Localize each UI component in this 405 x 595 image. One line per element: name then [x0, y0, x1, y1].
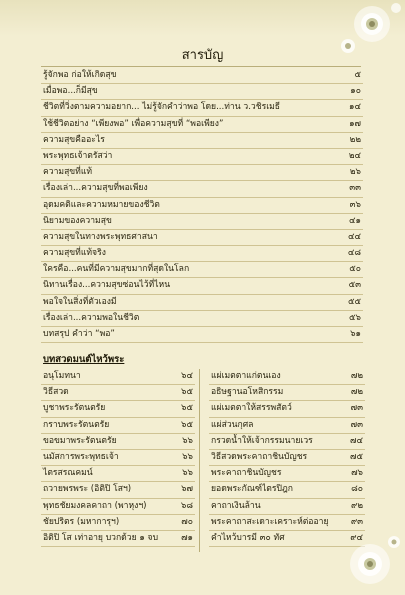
toc-entry: [41, 515, 195, 531]
entry-title: พระคาถาชินบัญชร: [211, 468, 282, 479]
entry-title: นิทานเรื่อง...ความสุขซ่อนไว้ที่ไหน: [43, 280, 171, 291]
entry-page-number: ๑๗: [349, 118, 361, 129]
entry-title: อนุโมทนา: [43, 371, 81, 381]
entry-title: รู้จักพอ ก่อให้เกิดสุข: [43, 70, 117, 80]
toc-entry: [41, 84, 363, 100]
toc-entry: [209, 434, 365, 450]
entry-page-number: ๓๖: [349, 199, 361, 210]
entry-page-number: ๗๔: [350, 435, 363, 446]
toc-entry: [41, 214, 363, 230]
section-title: บทสวดมนต์ไหว้พระ: [43, 354, 125, 365]
flower-decoration-icon: [340, 528, 404, 592]
entry-page-number: ๗๒: [350, 371, 363, 381]
entry-page-number: ๕๕: [347, 296, 361, 307]
entry-page-number: ๔๔: [347, 231, 361, 242]
entry-title: บทสรุป คำว่า “พอ”: [43, 329, 115, 339]
toc-entry: [41, 531, 195, 547]
toc-entry: [41, 117, 363, 133]
entry-title: แผ่เมตตาให้สรรพสัตว์: [211, 403, 292, 414]
entry-title: ความสุขคืออะไร: [43, 134, 105, 145]
entry-page-number: ๖๖: [182, 435, 193, 446]
entry-title: คาถาเงินล้าน: [211, 500, 261, 511]
entry-page-number: ๔๑: [349, 215, 361, 226]
entry-page-number: ๗๐: [181, 516, 193, 527]
entry-title: วิธีสวดพระคาถาชินบัญชร: [211, 451, 308, 462]
toc-entry: [41, 100, 363, 116]
toc-entry: [41, 230, 363, 246]
entry-title: ยอดพระกัณฑ์ไตรปิฎก: [211, 484, 293, 495]
entry-page-number: ๖๕: [181, 387, 193, 398]
entry-title: เมื่อพอ...ก็มีสุข: [43, 86, 98, 97]
entry-title: ความสุขที่แท้จริง: [43, 248, 106, 259]
entry-page-number: ๗๒: [350, 387, 363, 398]
entry-title: เรื่องเล่า...ความพอในชีวิต: [43, 312, 140, 323]
entry-page-number: ๖๕: [181, 403, 193, 414]
toc-entry: [209, 450, 365, 466]
entry-title: กราบพระรัตนตรัย: [43, 419, 110, 430]
prayer-list-left: [41, 369, 195, 547]
toc-entry: [209, 466, 365, 482]
entry-page-number: ๒๖: [349, 167, 361, 178]
toc-entry: [209, 401, 365, 417]
entry-title: ใช้ชีวิตอย่าง “เพียงพอ” เพื่อความสุขที่ “พอเพียง”: [43, 118, 224, 129]
entry-title: อุดมคติและความหมายของชีวิต: [43, 199, 160, 210]
toc-entry: [41, 262, 363, 278]
entry-title: อธิษฐานอโหสิกรรม: [211, 387, 284, 398]
entry-title: นิยามของความสุข: [43, 215, 112, 226]
entry-page-number: ๗๑: [181, 532, 193, 543]
toc-entry: [41, 181, 363, 197]
entry-page-number: ๑๔: [349, 102, 361, 113]
toc-entry: [41, 450, 195, 466]
column-divider: [199, 369, 200, 552]
entry-page-number: ๕๓: [348, 280, 361, 291]
entry-title: นมัสการพระพุทธเจ้า: [43, 451, 119, 462]
entry-title: แผ่เมตตาแก่ตนเอง: [211, 371, 281, 381]
entry-page-number: ๙๓: [350, 516, 363, 527]
toc-entry: [41, 246, 363, 262]
entry-title: พอใจในสิ่งที่ตัวเองมี: [43, 296, 117, 307]
entry-page-number: ๒๔: [348, 150, 361, 161]
toc-entry: [41, 311, 363, 327]
entry-page-number: ๖๖: [182, 468, 193, 479]
toc-entry: [41, 68, 363, 84]
entry-title: ใครคือ...คนที่มีความสุขมากที่สุดในโลก: [43, 264, 190, 275]
entry-title: วิธีสวด: [43, 387, 69, 398]
entry-title: ความสุขในทางพระพุทธศาสนา: [43, 231, 158, 242]
toc-entry: [209, 369, 365, 385]
entry-page-number: ๙๒: [351, 500, 363, 511]
prayer-list-right: [209, 369, 365, 547]
page-title: สารบัญ: [181, 48, 224, 63]
toc-entry: [41, 385, 195, 401]
entry-page-number: ๕๐: [349, 264, 361, 275]
entry-title: ถวายพรพระ (อิติปิ โสฯ): [43, 484, 132, 495]
entry-page-number: ๖๖: [182, 451, 193, 462]
entry-page-number: ๖๔: [181, 371, 193, 381]
toc-list: [41, 68, 363, 343]
toc-entry: [209, 482, 365, 498]
entry-page-number: ๖๕: [181, 419, 193, 430]
toc-entry: [41, 499, 195, 515]
toc-entry: [41, 401, 195, 417]
toc-entry: [41, 482, 195, 498]
entry-title: พระพุทธเจ้าตรัสว่า: [43, 150, 113, 161]
entry-page-number: ๗๓: [350, 419, 363, 430]
entry-title: กรวดน้ำให้เจ้ากรรมนายเวร: [211, 435, 313, 446]
toc-entry: [209, 499, 365, 515]
entry-page-number: ๖๑: [350, 329, 361, 339]
entry-page-number: ๗๖: [351, 468, 363, 479]
entry-page-number: ๗๓: [350, 403, 363, 414]
toc-entry: [41, 418, 195, 434]
toc-entry: [209, 385, 365, 401]
entry-title: ชีวิตที่วิ่งตามความอยาก... ไม่รู้จักคำว่าพอ โดย...ท่าน ว.วชิรเมธี: [43, 102, 281, 113]
entry-page-number: ๘๐: [351, 484, 363, 495]
entry-title: ความสุขที่แท้: [43, 167, 93, 178]
entry-page-number: ๕๖: [349, 312, 361, 323]
toc-entry: [41, 466, 195, 482]
entry-page-number: ๓๓: [349, 183, 361, 194]
entry-title: เรื่องเล่า...ความสุขที่พอเพียง: [43, 183, 148, 194]
entry-page-number: ๕: [354, 70, 361, 80]
toc-entry: [41, 133, 363, 149]
toc-entry: [41, 149, 363, 165]
toc-entry: [209, 418, 365, 434]
entry-title: ไตรสรณคมน์: [43, 468, 93, 479]
entry-page-number: ๔๘: [347, 248, 361, 259]
entry-page-number: ๖๘: [180, 500, 193, 511]
entry-title: ชัยปริตร (มหาการุฯ): [43, 516, 120, 527]
toc-entry: [41, 327, 363, 343]
toc-entry: [41, 278, 363, 294]
entry-page-number: ๖๗: [181, 484, 193, 495]
toc-entry: [41, 434, 195, 450]
toc-entry: [41, 369, 195, 385]
entry-title: พระคาถาสะเดาะเคราะห์ต่ออายุ: [211, 516, 329, 527]
entry-page-number: ๒๒: [349, 134, 361, 145]
entry-page-number: ๗๕: [350, 451, 363, 462]
entry-title: แผ่ส่วนกุศล: [211, 419, 254, 430]
entry-page-number: ๙๔: [350, 532, 363, 543]
entry-title: อิติปิ โส เท่าอายุ บวกด้วย ๑ จบ: [43, 532, 159, 543]
entry-title: ขอขมาพระรัตนตรัย: [43, 435, 117, 446]
title-divider: [41, 66, 361, 67]
entry-title: คำไหว้บารมี ๓๐ ทัศ: [211, 532, 285, 543]
toc-entry: [41, 198, 363, 214]
entry-title: บูชาพระรัตนตรัย: [43, 403, 106, 414]
toc-entry: [41, 295, 363, 311]
entry-page-number: ๑๐: [350, 86, 361, 97]
entry-title: พุทธชัยมงคลคาถา (พาหุงฯ): [43, 500, 147, 511]
toc-entry: [41, 165, 363, 181]
